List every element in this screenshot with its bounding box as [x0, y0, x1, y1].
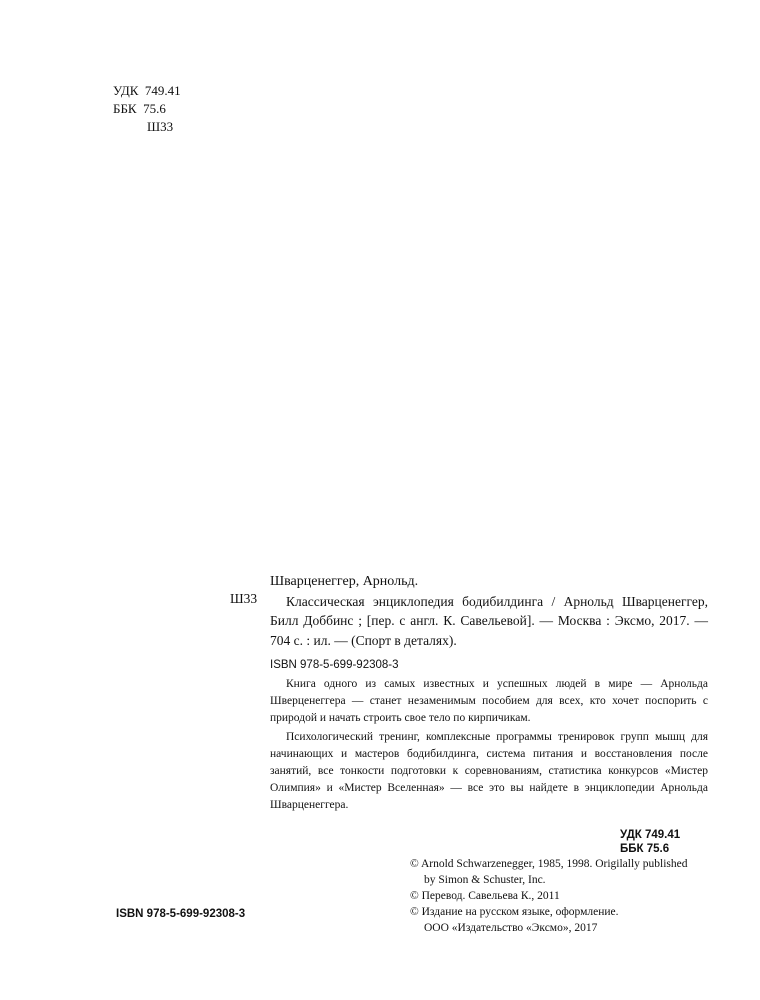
udk-code: УДК 749.41 [113, 83, 181, 98]
copyright-line: by Simon & Schuster, Inc. [424, 874, 546, 886]
card-author-mark: Ш33 [230, 591, 258, 606]
right-bbk: ББК 75.6 [620, 843, 670, 855]
right-udk: УДК 749.41 [620, 829, 681, 841]
copyright-line: ООО «Издательство «Эксмо», 2017 [424, 922, 598, 934]
card-bibliographic-description: Классическая энциклопедия бодибилдинга / Арнольд Шварценеггер, Билл Доббинс ; [пер. с англ. К. Савельевой]. — Москва : Эксмо, 2017. — 704 с. : ил. — (Спорт в деталях). [270, 593, 708, 648]
copyright-line: © Издание на русском языке, оформление. [410, 906, 619, 918]
annotation-paragraph: Психологический тренинг, комплексные программы тренировок групп мышц для начинающих и мастеров бодибилдинга, система питания и восстановления после занятий, все тонкости подготовки к соревнованиям, статистика конкурсов «Мистер Олимпия» и «Мистер Вселенная» — все это вы найдете в энциклопедии Арнольда Шварценеггера. [270, 731, 708, 811]
bibliographic-card [270, 572, 708, 676]
card-heading: Шварценеггер, Арнольд. [270, 574, 419, 589]
bbk-code: ББК 75.6 [113, 101, 166, 116]
right-classification [620, 828, 680, 856]
bottom-isbn: ISBN 978-5-699-92308-3 [116, 908, 246, 920]
copyright-line: © Перевод. Савельева К., 2011 [410, 890, 560, 902]
card-isbn: ISBN 978-5-699-92308-3 [270, 659, 399, 671]
annotation [270, 676, 708, 816]
classification-block [113, 82, 181, 136]
copyright-line: © Arnold Schwarzenegger, 1985, 1998. Origilally published [410, 858, 688, 870]
copyright-block [410, 856, 710, 936]
annotation-paragraph: Книга одного из самых известных и успешных людей в мире — Арнольда Шверценеггера — станет незаменимым пособием для всех, кто хочет поспорить с природой и начать строить свое тело по кирпичикам. [270, 678, 708, 724]
author-mark-code: Ш33 [147, 119, 174, 134]
